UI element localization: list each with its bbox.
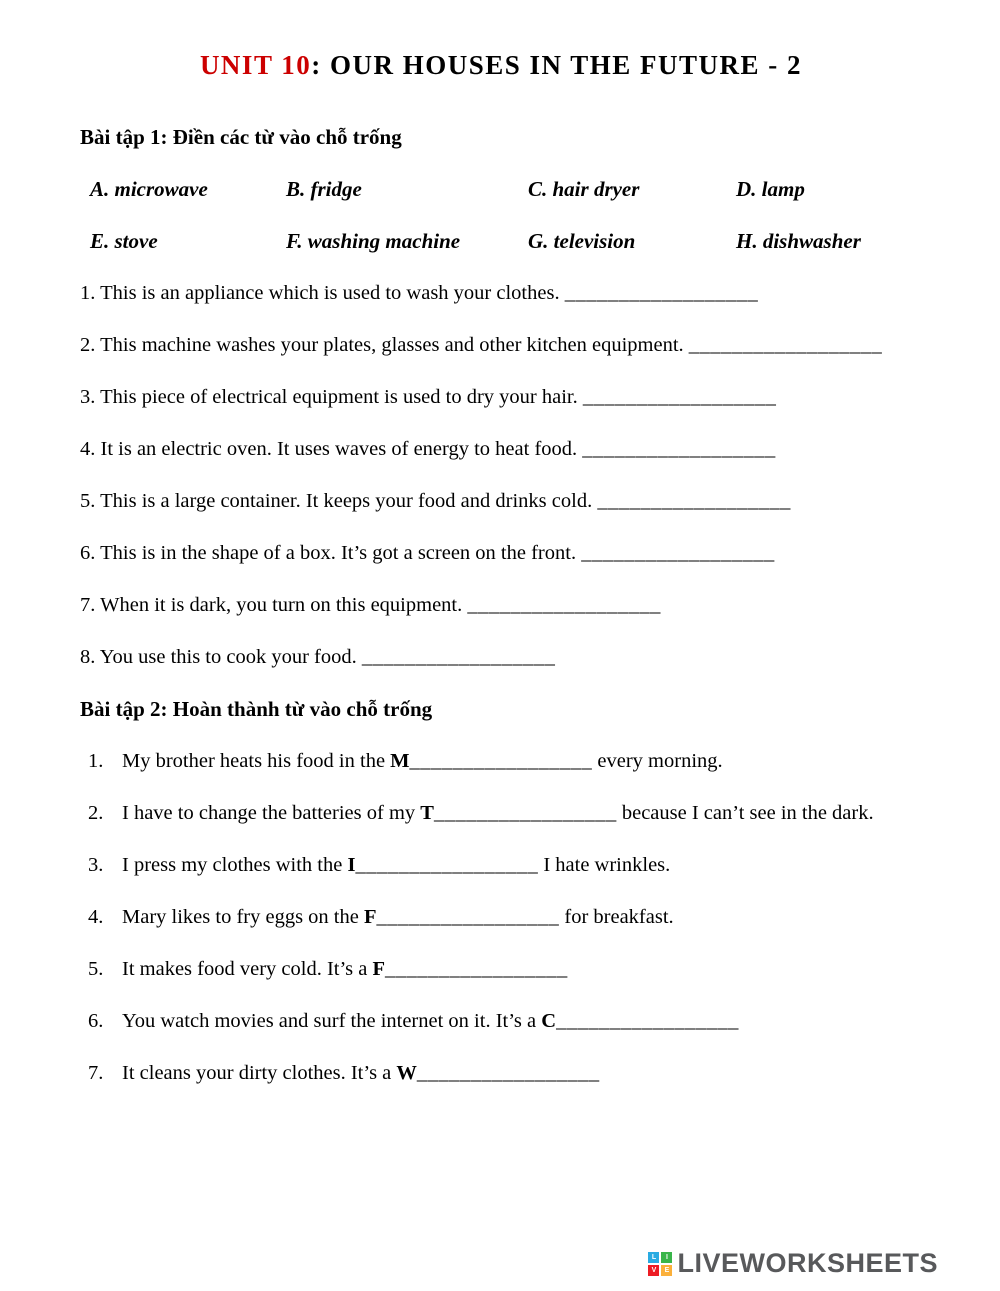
question-number: 4. [88,906,104,928]
question-letter: I [347,854,356,876]
question-number: 5. [88,958,104,980]
liveworksheets-icon [648,1252,672,1276]
question-number: 3. [88,854,104,876]
exercise1-question [80,423,922,475]
word-bank [80,163,922,267]
question-text [122,995,922,1047]
question-text: 1. This is an appliance which is used to wash your clothes. [80,282,565,304]
footer-brand [648,1248,938,1279]
question-letter: W [396,1062,417,1084]
question-text: 7. When it is dark, you turn on this equipment. [80,594,468,616]
question-post: because I can’t see in the dark. [616,802,874,824]
liveworksheets-icon-square: V [648,1265,659,1276]
answer-blank[interactable]: __________________ [564,282,759,304]
question-number: 7. [88,1062,104,1084]
question-pre: I press my clothes with the [122,854,348,876]
exercise2-question [80,891,922,943]
liveworksheets-icon-square: E [661,1265,672,1276]
question-text: 5. This is a large container. It keeps your food and drinks cold. [80,490,598,512]
question-text: 4. It is an electric oven. It uses waves of energy to heat food. [80,438,583,460]
word-bank-item: E. stove [90,229,158,253]
question-number: 2. [88,802,104,824]
answer-blank[interactable]: __________________ [581,542,775,564]
exercise1-questions [80,267,922,683]
exercise2-question [80,995,922,1047]
question-letter: M [390,750,410,772]
question-text [122,891,922,943]
exercise1-question [80,579,922,631]
exercise1-question [80,631,922,683]
question-text: 3. This piece of electrical equipment is used to dry your hair. [80,386,583,408]
exercise2-questions [80,735,922,1099]
answer-blank[interactable]: _________________ [409,750,593,772]
question-text [122,839,922,891]
page-title [80,50,922,81]
answer-blank[interactable]: _________________ [416,1062,600,1084]
exercise2-question [80,787,922,839]
exercise2-question [80,943,922,995]
liveworksheets-icon-square: L [648,1252,659,1263]
exercise2-heading: Bài tập 2: Hoàn thành từ vào chỗ trống [80,697,433,721]
question-text [122,943,922,995]
question-pre: Mary likes to fry eggs on the [122,906,364,928]
answer-blank[interactable]: __________________ [582,386,777,408]
answer-blank[interactable]: __________________ [361,646,556,668]
exercise2-question [80,1047,922,1099]
question-number: 1. [88,750,104,772]
answer-blank[interactable]: __________________ [582,438,776,460]
exercise2-question [80,735,922,787]
question-pre: My brother heats his food in the [122,750,391,772]
question-post: every morning. [592,750,723,772]
exercise1-question [80,475,922,527]
question-letter: C [541,1010,557,1032]
question-pre: You watch movies and surf the internet on it. It’s a [122,1010,542,1032]
exercise1-heading: Bài tập 1: Điền các từ vào chỗ trống [80,125,402,149]
question-text: 8. You use this to cook your food. [80,646,362,668]
word-bank-item: H. dishwasher [736,229,861,253]
question-pre: I have to change the batteries of my [122,802,421,824]
answer-blank[interactable]: _________________ [355,854,539,876]
answer-blank[interactable]: __________________ [467,594,661,616]
question-pre: It cleans your dirty clothes. It’s a [122,1062,397,1084]
answer-blank[interactable]: _________________ [433,802,617,824]
question-letter: T [420,802,434,824]
question-text [122,787,922,839]
word-bank-item: A. microwave [90,177,208,201]
question-text: 2. This machine washes your plates, glasses and other kitchen equipment. [80,334,689,356]
liveworksheets-icon-square: I [661,1252,672,1263]
page-title-unit: UNIT 10 [199,50,312,80]
question-text [122,735,922,787]
question-text [122,1047,922,1099]
exercise1-question [80,371,922,423]
question-post: for breakfast. [559,906,674,928]
word-bank-item: G. television [528,229,636,253]
page-title-rest: : OUR HOUSES IN THE FUTURE - 2 [311,50,803,80]
question-post: I hate wrinkles. [538,854,671,876]
question-letter: F [363,906,377,928]
answer-blank[interactable]: __________________ [688,334,883,356]
word-bank-item: B. fridge [286,177,362,201]
exercise1-question [80,319,922,371]
word-bank-item: D. lamp [736,177,805,201]
word-bank-item: C. hair dryer [528,177,640,201]
answer-blank[interactable]: __________________ [597,490,791,512]
answer-blank[interactable]: _________________ [556,1010,739,1032]
question-letter: F [372,958,386,980]
question-number: 6. [88,1010,104,1032]
exercise1-question [80,267,922,319]
answer-blank[interactable]: _________________ [385,958,568,980]
exercise2-question [80,839,922,891]
exercise1-question [80,527,922,579]
answer-blank[interactable]: _________________ [376,906,560,928]
liveworksheets-wordmark: LIVEWORKSHEETS [677,1248,938,1278]
question-text: 6. This is in the shape of a box. It’s got a screen on the front. [80,542,582,564]
question-pre: It makes food very cold. It’s a [122,958,373,980]
word-bank-item: F. washing machine [286,229,461,253]
